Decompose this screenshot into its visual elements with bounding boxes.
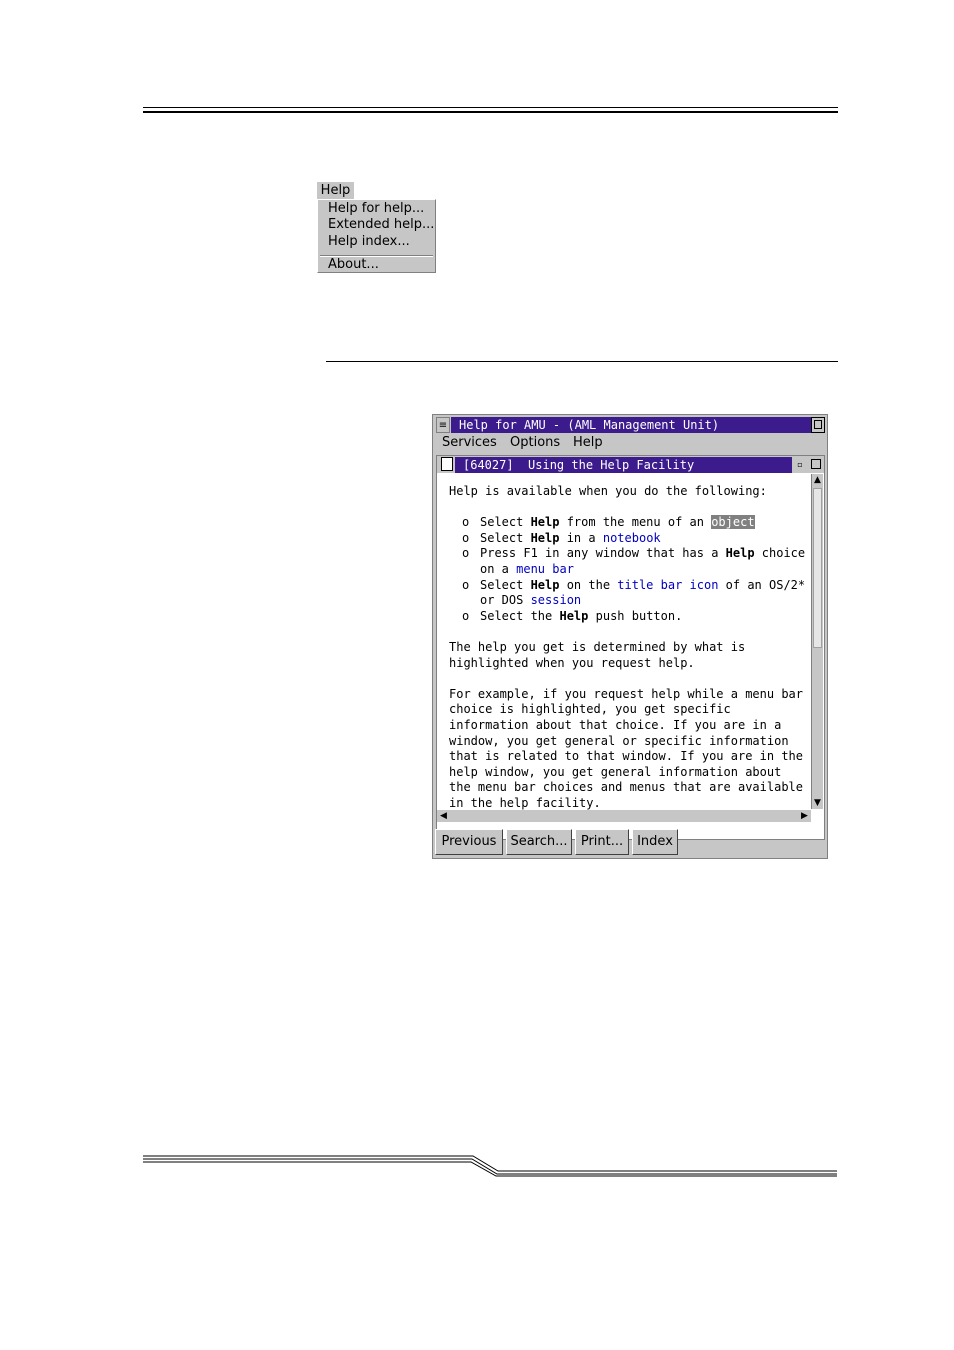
bottom-rule [140,1150,840,1180]
list-item: o Select Help from the menu of an object [462,515,755,530]
document-icon[interactable] [441,457,453,471]
paragraph-2: The help you get is determined by what is highlighted when you request help. [449,639,746,670]
intro-text: Help is available when you do the following: [449,484,767,498]
top-rule [143,107,838,113]
menu-item-help-index[interactable]: Help index... [328,234,410,249]
link-object[interactable]: object [711,515,755,530]
help-window [432,414,828,859]
help-text [449,484,809,811]
scroll-up-icon[interactable]: ▲ [814,475,821,485]
window-menubar [433,434,827,452]
window-title: Help for AMU - (AML Management Unit) [451,417,811,433]
link-session[interactable]: session [530,593,582,608]
panel-title: [64027] Using the Help Facility [455,457,792,473]
list-item: o Press F1 in any window that has a Help choice on a menu bar [462,546,806,576]
help-menubar-item[interactable] [317,182,354,199]
list-item: o Select the Help push button. [462,608,683,623]
menu-item-extended-help[interactable]: Extended help... [328,217,435,232]
system-menu-icon[interactable]: ≡ [436,417,450,433]
list-item: o Select Help in a notebook [462,530,661,545]
menu-item-help-for-help[interactable]: Help for help... [328,201,425,216]
help-panel [436,455,825,840]
link-menu-bar[interactable]: menu bar [516,561,574,576]
section-rule [326,361,838,362]
print-button[interactable]: Print... [575,829,629,855]
search-button[interactable]: Search... [506,829,572,855]
scroll-right-icon[interactable]: ▶ [801,811,808,821]
paragraph-3: For example, if you request help while a menu bar choice is highlighted, you get specific information about that choice. If you are in a window, you get general or specific information that is related to that window. If you are in the help window, you get general information about the menu bar choices and menus that are available in the help facility. [449,686,804,810]
maximize-icon[interactable] [811,417,825,433]
previous-button[interactable]: Previous [435,829,503,855]
scroll-down-icon[interactable]: ▼ [814,798,821,808]
index-button[interactable]: Index [632,829,678,855]
help-menubar-label: Help [320,183,351,198]
list-item: o Select Help on the title bar icon of an OS/2* or DOS session [462,577,806,608]
menu-options[interactable]: Options [510,435,561,450]
vertical-scrollbar[interactable] [811,474,823,809]
help-dropdown-menu [317,199,436,273]
horizontal-scrollbar[interactable] [437,810,811,822]
menu-services[interactable]: Services [442,435,497,450]
menu-item-about[interactable]: About... [328,257,379,272]
scroll-thumb[interactable] [813,488,822,648]
scroll-left-icon[interactable]: ◀ [440,811,447,821]
panel-titlebar [437,456,824,473]
link-notebook[interactable]: notebook [602,530,661,545]
link-title-bar-icon[interactable]: title bar icon [617,577,719,592]
panel-maximize-icon[interactable] [809,457,823,472]
menu-help[interactable]: Help [573,435,603,450]
minimize-icon[interactable]: ▫ [793,457,807,472]
